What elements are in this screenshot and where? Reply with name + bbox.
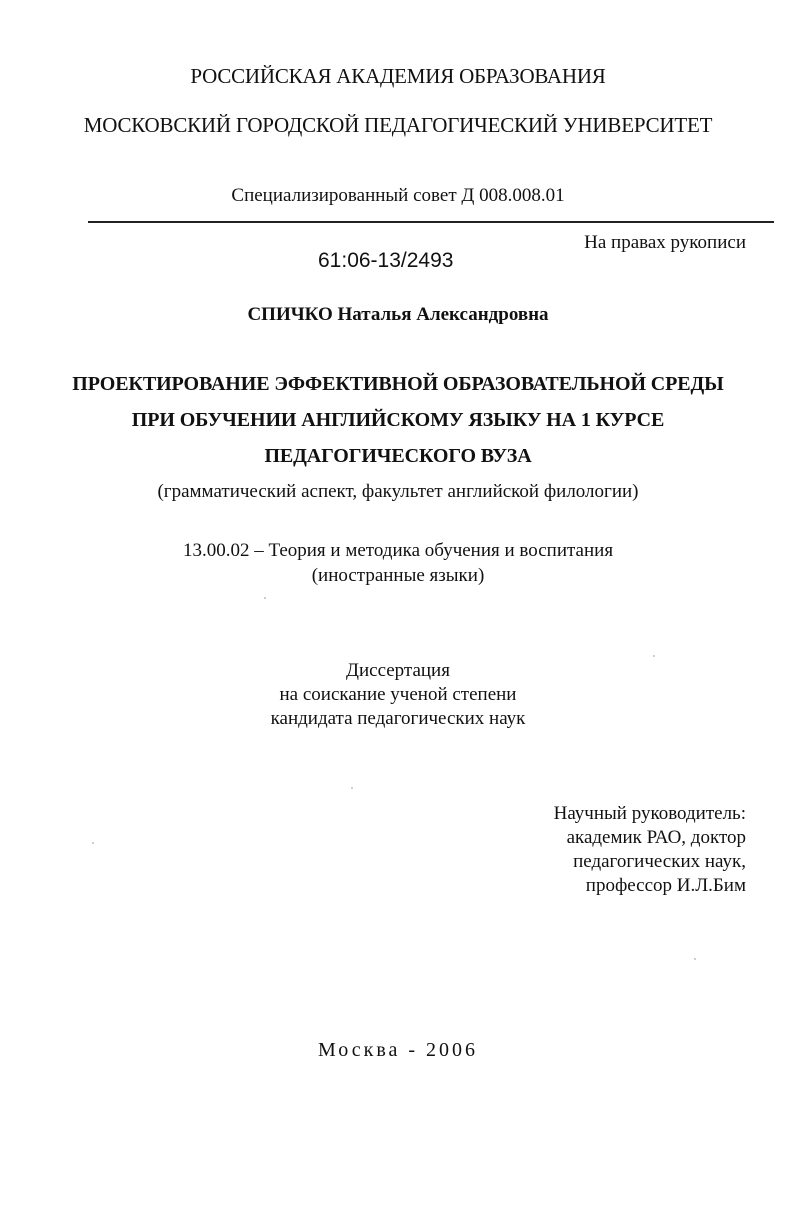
specialty-detail: (иностранные языки) <box>311 565 485 586</box>
author-name: СПИЧКО Наталья Александровна <box>247 304 549 325</box>
scan-speck <box>92 842 94 844</box>
thesis-title-line-2: ПРИ ОБУЧЕНИИ АНГЛИЙСКОМУ ЯЗЫКУ НА 1 КУРСЕ <box>131 409 665 431</box>
supervisor-title: академик РАО, доктор <box>566 827 746 848</box>
thesis-title-line-1: ПРОЕКТИРОВАНИЕ ЭФФЕКТИВНОЙ ОБРАЗОВАТЕЛЬНОЙ СРЕДЫ <box>72 373 724 395</box>
degree-purpose: на соискание ученой степени <box>279 684 517 705</box>
city-year: Москва - 2006 <box>317 1039 479 1061</box>
specialty-code: 13.00.02 – Теория и методика обучения и воспитания <box>182 540 614 561</box>
academy-name: РОССИЙСКАЯ АКАДЕМИЯ ОБРАЗОВАНИЯ <box>190 64 606 88</box>
degree-document-type: Диссертация <box>346 660 450 681</box>
dissertation-council: Специализированный совет Д 008.008.01 <box>231 185 565 206</box>
supervisor-degree: педагогических наук, <box>573 851 746 872</box>
scan-speck <box>694 958 696 960</box>
supervisor-name: профессор И.Л.Бим <box>585 875 746 896</box>
thesis-subtitle: (грамматический аспект, факультет английской филологии) <box>157 481 639 502</box>
catalog-stamp-code: 61:06-13/2493 <box>318 249 454 272</box>
scan-speck <box>264 597 266 599</box>
manuscript-rights-note: На правах рукописи <box>584 232 746 253</box>
supervisor-heading: Научный руководитель: <box>553 803 746 824</box>
scan-speck <box>653 655 655 657</box>
thesis-title-line-3: ПЕДАГОГИЧЕСКОГО ВУЗА <box>264 445 532 467</box>
degree-name: кандидата педагогических наук <box>270 708 526 729</box>
university-name: МОСКОВСКИЙ ГОРОДСКОЙ ПЕДАГОГИЧЕСКИЙ УНИВЕРСИТЕТ <box>83 113 713 137</box>
scan-speck <box>351 787 353 789</box>
header-divider <box>88 221 774 223</box>
